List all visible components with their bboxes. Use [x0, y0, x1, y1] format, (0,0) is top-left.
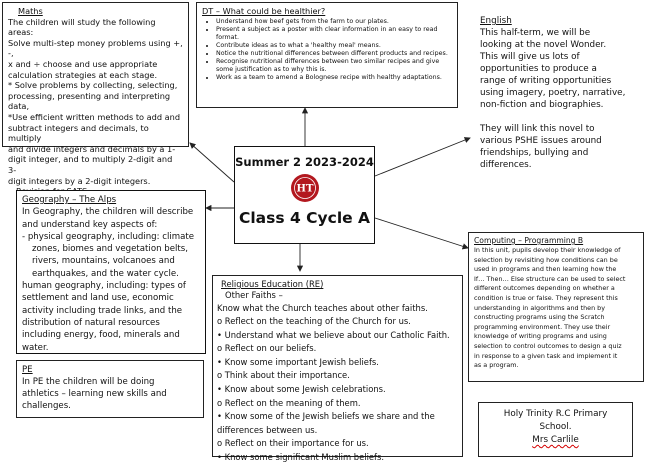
geography-line: distribution of natural resources	[22, 317, 160, 328]
computing-line: constructing programs using the Scratch	[474, 313, 605, 322]
geography-line: and understand key aspects of:	[22, 219, 158, 230]
center-title-box	[234, 146, 375, 244]
re-line: o Think about their importance.	[217, 370, 350, 381]
geography-line: human geography, including: types of	[22, 281, 186, 292]
english-box	[475, 12, 634, 170]
geography-line: - physical geography, including: climate	[22, 231, 195, 242]
maths-line: The children will study the following	[8, 16, 156, 27]
computing-line: If… Then… Else structure can be used to select	[474, 274, 626, 283]
geography-line: earthquakes, and the water cycle.	[32, 268, 179, 279]
pe-line: In PE the children will be doing	[22, 377, 155, 387]
re-line: • Know some important Jewish beliefs.	[217, 356, 379, 367]
re-line: • Know about some Jewish celebrations.	[217, 384, 386, 395]
english-line: looking at the novel Wonder.	[480, 40, 607, 50]
re-line: Know what the Church teaches about other faiths.	[217, 302, 428, 313]
geography-line: including energy, food, minerals and	[22, 330, 180, 341]
maths-line: data,	[8, 101, 30, 112]
computing-line: used in programs and then learning how the	[474, 265, 617, 274]
maths-line: digit integer, and to multiply 2-digit and 3-	[8, 154, 173, 175]
dt-item: • Recognise nutritional differences between two similar recipes and give some justification as to why this is.	[216, 58, 452, 74]
school-logo-icon	[290, 173, 320, 203]
school-name: Holy Trinity R.C Primary	[503, 409, 608, 419]
pe-box	[16, 360, 204, 418]
english-line: using imagery, poetry, narrative,	[480, 88, 626, 98]
english-line: range of writing opportunities	[480, 76, 612, 86]
school-box	[478, 402, 633, 457]
arrow-to-maths	[190, 143, 234, 182]
maths-line: and divide integers and decimals by a 1-	[8, 143, 176, 154]
arrow-to-computing	[375, 218, 468, 248]
english-line: various PSHE issues around	[480, 136, 602, 146]
dt-heading: DT – What could be healthier?	[202, 6, 326, 16]
re-line: differences between us.	[217, 424, 318, 435]
english-line: This half-term, we will be	[480, 28, 591, 38]
computing-line: in response to a given task and implement it	[474, 351, 618, 360]
geography-line: zones, biomes and vegetation belts,	[32, 244, 188, 255]
dt-item: • Contribute ideas as to what a 'healthy meal' means.	[216, 42, 452, 50]
geography-line: rivers, mountains, volcanoes and	[32, 256, 175, 267]
maths-box	[2, 2, 189, 186]
dt-item: • Notice the nutritional differences between different products and recipes.	[216, 50, 452, 58]
dt-item: • Work as a team to amend a Bolognese recipe with healthy adaptations.	[216, 74, 452, 82]
computing-line: understanding in algorithms and then by	[474, 303, 606, 312]
english-line: friendships, bullying and	[480, 148, 589, 158]
computing-line: In this unit, pupils develop their knowledge of	[474, 246, 621, 254]
computing-line: programming environment. They use their	[474, 322, 611, 331]
maths-line: x and ÷ choose and use appropriate	[8, 58, 158, 69]
pe-line: challenges.	[22, 401, 71, 411]
maths-line: * Solve problems by collecting, selecting,	[8, 80, 178, 91]
english-line: non-fiction and biographies.	[480, 100, 604, 110]
english-line	[480, 111, 629, 123]
dt-item: • Understand how beef gets from the farm to our plates.	[216, 18, 452, 26]
teacher-name: Mrs Carlile	[532, 435, 579, 445]
maths-line: areas:	[8, 27, 34, 38]
re-line: • Understand what we believe about our Catholic Faith.	[217, 329, 450, 340]
computing-line: as a program.	[474, 361, 519, 370]
maths-line: calculation strategies at each stage.	[8, 69, 158, 80]
english-heading: English	[480, 16, 512, 26]
re-line: o Reflect on the meaning of them.	[217, 397, 361, 408]
maths-line: digit integers by a 2-digit integers.	[8, 175, 151, 186]
computing-line: knowledge of writing programs and using	[474, 332, 607, 341]
maths-line: subtract integers and decimals, to multiply	[8, 122, 149, 144]
computing-line: condition is true or false. They represent this	[474, 293, 618, 302]
maths-line: processing, presenting and interpreting	[8, 90, 171, 101]
computing-heading: Computing – Programming B	[474, 236, 584, 245]
school-name-cont: School.	[539, 422, 572, 432]
english-line: differences.	[480, 160, 532, 170]
arrow-to-english	[375, 138, 470, 176]
re-line: o Reflect on our beliefs.	[217, 343, 317, 354]
computing-line: selection to control outcomes to design a quiz	[474, 341, 622, 350]
computing-box	[468, 232, 644, 382]
geography-box	[16, 190, 206, 354]
computing-line: different outcomes depending on whether a	[474, 284, 615, 293]
class-title: Class 4 Cycle A	[238, 209, 371, 227]
re-heading: Religious Education (RE)	[221, 279, 324, 289]
dt-box	[196, 2, 458, 108]
re-line: o Reflect on the teaching of the Church for us.	[217, 316, 411, 327]
dt-list	[202, 18, 452, 83]
geography-line: settlement and land use, economic	[22, 293, 174, 304]
re-box	[212, 275, 463, 463]
geography-heading: Geography – The Alps	[22, 195, 117, 205]
english-line: They will link this novel to	[480, 124, 595, 134]
term-title: Summer 2 2023-2024	[235, 155, 374, 169]
re-line: • Know some of the Jewish beliefs we share and the	[217, 411, 435, 422]
maths-heading: Maths	[18, 6, 43, 16]
maths-line: Solve multi-step money problems using +, -,	[8, 37, 183, 59]
geography-line: activity including trade links, and the	[22, 305, 183, 316]
english-line: opportunities to produce a	[480, 64, 597, 74]
computing-line: selection by revisiting how conditions can be	[474, 255, 618, 264]
english-line: This will give us lots of	[480, 52, 580, 62]
maths-line: *Use efficient written methods to add and	[8, 111, 181, 122]
re-subheading: Other Faiths –	[225, 290, 283, 300]
geography-line: water.	[22, 342, 49, 353]
dt-item: • Present a subject as a poster with clear information in an easy to read format.	[216, 26, 452, 42]
re-line: • Know some significant Muslim beliefs.	[217, 452, 385, 463]
pe-line: athletics – learning new skills and	[22, 389, 167, 399]
re-line: o Reflect on their importance for us.	[217, 438, 369, 449]
geography-line: In Geography, the children will describe	[22, 207, 194, 218]
logo-letters: HT	[296, 183, 313, 195]
pe-heading: PE	[22, 365, 33, 375]
